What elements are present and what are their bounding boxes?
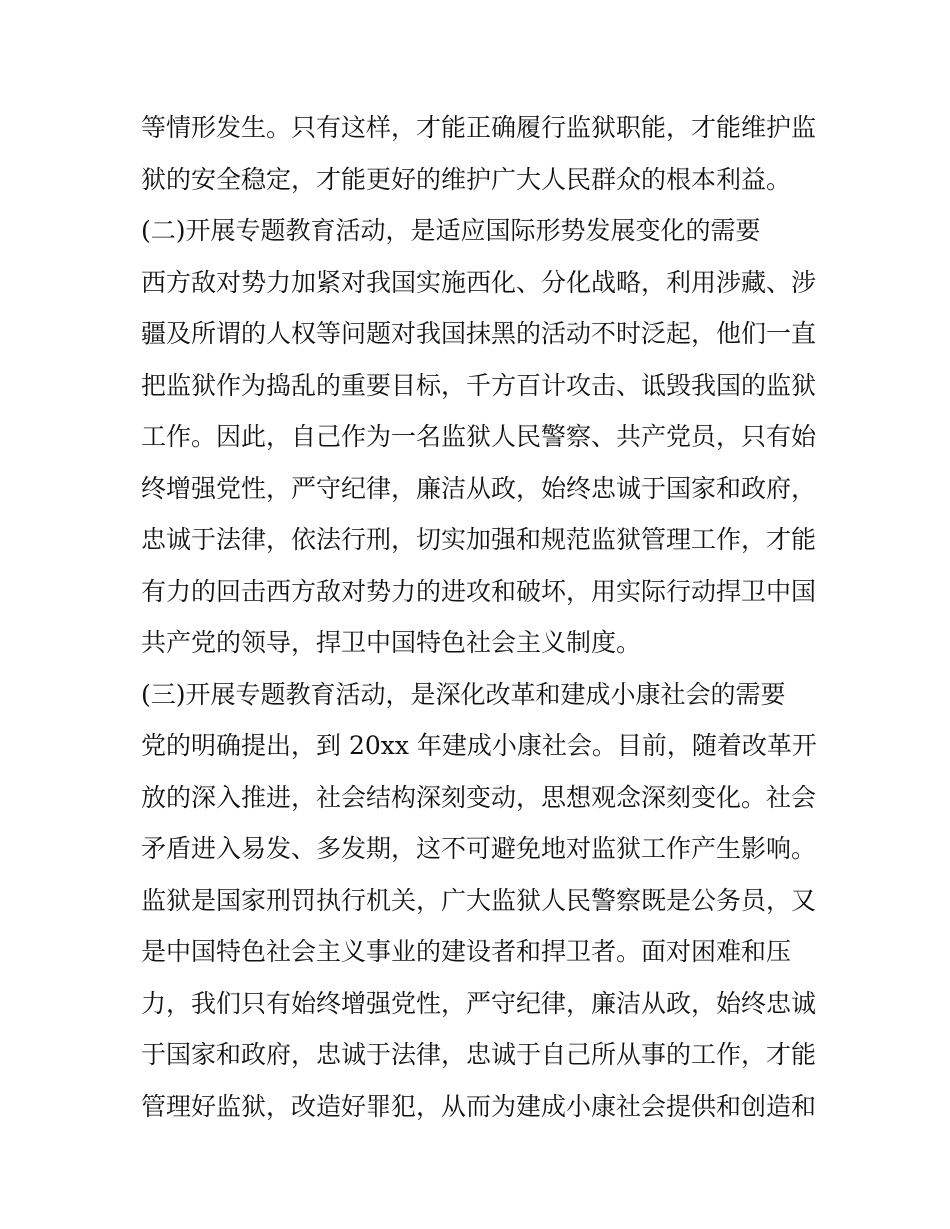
paragraph-line: 力，我们只有始终增强党性，严守纪律，廉洁从政，始终忠诚 (141, 988, 817, 1018)
paragraph-line: 工作。因此，自己作为一名监狱人民警察、共产党员，只有始 (141, 422, 817, 451)
paragraph-line: 等情形发生。只有这样，才能正确履行监狱职能，才能维护监 (141, 113, 817, 142)
document-body (141, 102, 821, 1132)
paragraph-line: 是中国特色社会主义事业的建设者和捍卫者。面对困难和压 (141, 937, 792, 966)
paragraph-line: 管理好监狱，改造好罪犯，从而为建成小康社会提供和创造和 (141, 1091, 817, 1121)
paragraph-line: 放的深入推进，社会结构深刻变动，思想观念深刻变化。社会 (141, 782, 817, 812)
paragraph-line: 终增强党性，严守纪律，廉洁从政，始终忠诚于国家和政府， (141, 473, 817, 503)
paragraph-line: 狱的安全稳定，才能更好的维护广大人民群众的根本利益。 (141, 164, 792, 194)
paragraph-line: 监狱是国家刑罚执行机关，广大监狱人民警察既是公务员，又 (141, 885, 817, 915)
paragraph-line: 西方敌对势力加紧对我国实施西化、分化战略，利用涉藏、涉 (141, 267, 817, 297)
section-heading: (三)开展专题教育活动，是深化改革和建成小康社会的需要 (141, 679, 786, 709)
section-heading: (二)开展专题教育活动，是适应国际形势发展变化的需要 (141, 216, 761, 245)
paragraph-line: 于国家和政府，忠诚于法律，忠诚于自己所从事的工作，才能 (141, 1040, 817, 1069)
paragraph-line: 有力的回击西方敌对势力的进攻和破坏，用实际行动捍卫中国 (141, 576, 817, 606)
paragraph-line: 共产党的领导，捍卫中国特色社会主义制度。 (141, 628, 642, 657)
paragraph-line: 把监狱作为捣乱的重要目标，千方百计攻击、诋毁我国的监狱 (141, 370, 817, 400)
paragraph-line: 疆及所谓的人权等问题对我国抹黑的活动不时泛起，他们一直 (141, 319, 817, 348)
paragraph-line: 党的明确提出，到 20xx 年建成小康社会。目前，随着改革开 (141, 731, 817, 760)
paragraph-line: 忠诚于法律，依法行刑，切实加强和规范监狱管理工作，才能 (141, 525, 817, 554)
paragraph-line: 矛盾进入易发、多发期，这不可避免地对监狱工作产生影响。 (141, 834, 817, 863)
